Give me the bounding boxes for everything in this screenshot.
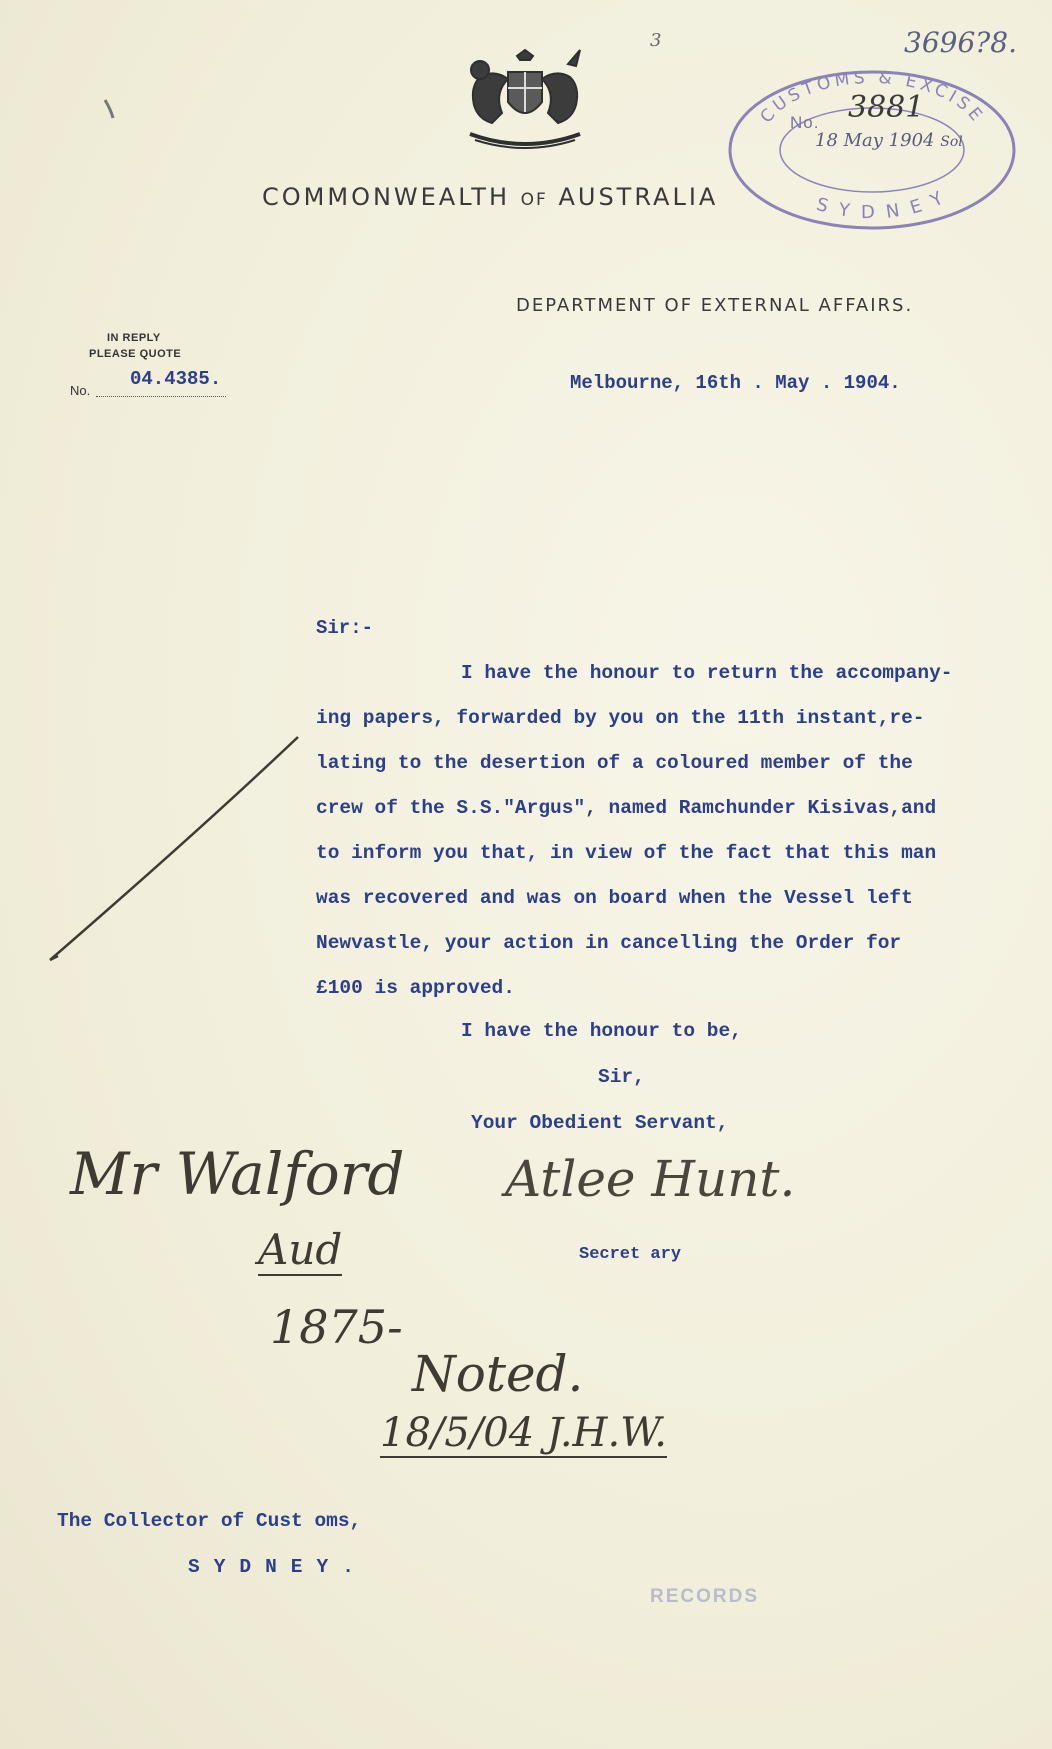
title-of: OF bbox=[520, 190, 548, 210]
stamp-initials: Sol bbox=[940, 134, 963, 150]
coat-of-arms-icon bbox=[450, 42, 600, 154]
closing-line-2: Sir, bbox=[598, 1066, 645, 1088]
body-line: crew of the S.S."Argus", named Ramchunder Kisivas,and bbox=[316, 797, 937, 819]
body-line: lating to the desertion of a coloured member of the bbox=[316, 752, 913, 774]
body-line: I have the honour to return the accompany- bbox=[461, 662, 953, 684]
body-line: £100 is approved. bbox=[316, 977, 515, 999]
reference-no-rule bbox=[96, 396, 226, 397]
department-heading: DEPARTMENT OF EXTERNAL AFFAIRS. bbox=[516, 295, 914, 316]
stamp-no-label: No. bbox=[790, 113, 820, 132]
margin-note-number: 1875- bbox=[270, 1300, 403, 1354]
body-line: ing papers, forwarded by you on the 11th instant,re- bbox=[316, 707, 925, 729]
signature: Atlee Hunt. bbox=[505, 1150, 796, 1208]
noted-date-initials: 18/5/04 J.H.W. bbox=[380, 1410, 667, 1456]
stamp-date-text: 18 May 1904 bbox=[815, 130, 935, 151]
salutation: Sir:- bbox=[316, 617, 374, 639]
title-country: AUSTRALIA bbox=[558, 183, 719, 211]
margin-note-name: Mr Walford bbox=[70, 1140, 405, 1208]
addressee-line-2: SYDNEY. bbox=[188, 1556, 368, 1578]
letterhead-title bbox=[262, 183, 718, 211]
stamp-number: 3881 bbox=[848, 90, 925, 125]
stamp-date bbox=[815, 130, 963, 151]
reference-number: 04.4385. bbox=[130, 368, 222, 390]
margin-note-word: Aud bbox=[258, 1225, 343, 1274]
reference-no-label: No. bbox=[70, 383, 91, 398]
title-main: COMMONWEALTH bbox=[262, 183, 510, 211]
body-line: to inform you that, in view of the fact that this man bbox=[316, 842, 937, 864]
noted-annotation: Noted. bbox=[412, 1345, 584, 1403]
body-line: was recovered and was on board when the Vessel left bbox=[316, 887, 913, 909]
signatory-title: Secret ary bbox=[579, 1245, 682, 1264]
reply-label-line1: IN REPLY bbox=[107, 332, 161, 344]
reply-label-line2: PLEASE QUOTE bbox=[89, 348, 182, 360]
closing-line-3: Your Obedient Servant, bbox=[471, 1112, 729, 1134]
body-line: Newvastle, your action in cancelling the Order for bbox=[316, 932, 902, 954]
page-mark: 3 bbox=[650, 30, 662, 51]
stamp-arc-bottom: SYDNEY bbox=[814, 182, 958, 224]
stamp-arc-top: CUSTOMS & EXCISE bbox=[756, 67, 989, 128]
closing-line-1: I have the honour to be, bbox=[461, 1020, 742, 1042]
top-right-file-number: 3696?8. bbox=[904, 26, 1017, 59]
records-stamp: RECORDS bbox=[650, 1586, 760, 1607]
addressee-line-1: The Collector of Cust oms, bbox=[57, 1510, 362, 1532]
place-and-date: Melbourne, 16th . May . 1904. bbox=[570, 372, 901, 394]
